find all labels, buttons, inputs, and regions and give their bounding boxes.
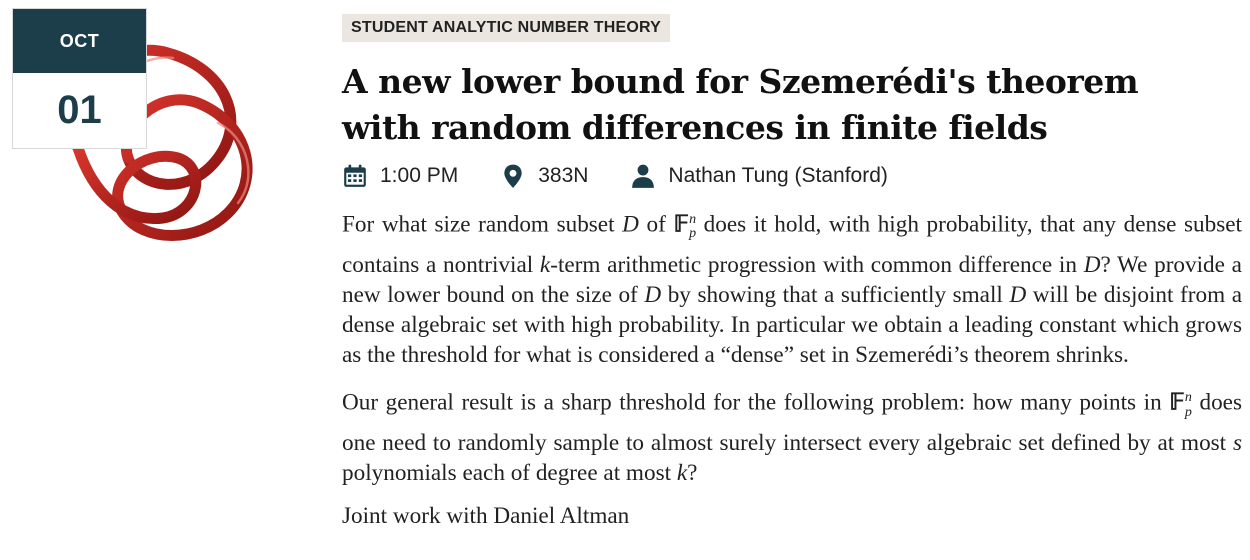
abstract-paragraph-3: Joint work with Daniel Altman	[342, 503, 630, 530]
category-tag[interactable]: STUDENT ANALYTIC NUMBER THEORY	[342, 14, 670, 42]
event-abstract	[342, 205, 1242, 532]
event-title[interactable]	[342, 59, 1242, 151]
meta-time	[342, 163, 458, 189]
calendar-icon	[342, 163, 368, 189]
title-line-1: A new lower bound for Szemerédi's theorem	[342, 62, 1139, 101]
date-day: 01	[57, 88, 102, 132]
meta-location-value: 383N	[538, 164, 589, 187]
abstract-paragraph-1: For what size random subset D of 𝔽$^n_p$ does it hold, with high probability, that any dense subset contains a nontrivial k-term arithmetic progression with common difference in D? We provide a new lower bound on the size of D by showing that a sufficiently small D will be disjoint from a dense algebraic set with high probability. In particular we obtain a leading constant which grows as the threshold for what is considered a “dense” set in Szemerédi’s theorem shrinks.	[342, 211, 1242, 369]
meta-speaker	[630, 163, 887, 189]
event-content	[342, 14, 1242, 545]
meta-time-value: 1:00 PM	[380, 164, 459, 187]
title-line-2: with random differences in finite fields	[342, 108, 1048, 147]
abstract-paragraph-2: Our general result is a sharp threshold for the following problem: how many points in 𝔽$^n_p$ does one need to randomly sample to almost surely intersect every algebraic set defined by at most s polynomials each of degree at most k?	[342, 390, 1242, 487]
meta-speaker-value: Nathan Tung (Stanford)	[668, 164, 888, 187]
person-icon	[630, 163, 656, 189]
event-meta	[342, 163, 1242, 189]
date-month: OCT	[13, 9, 146, 73]
date-badge	[12, 8, 147, 149]
meta-location	[500, 163, 588, 189]
map-pin-icon	[500, 163, 526, 189]
